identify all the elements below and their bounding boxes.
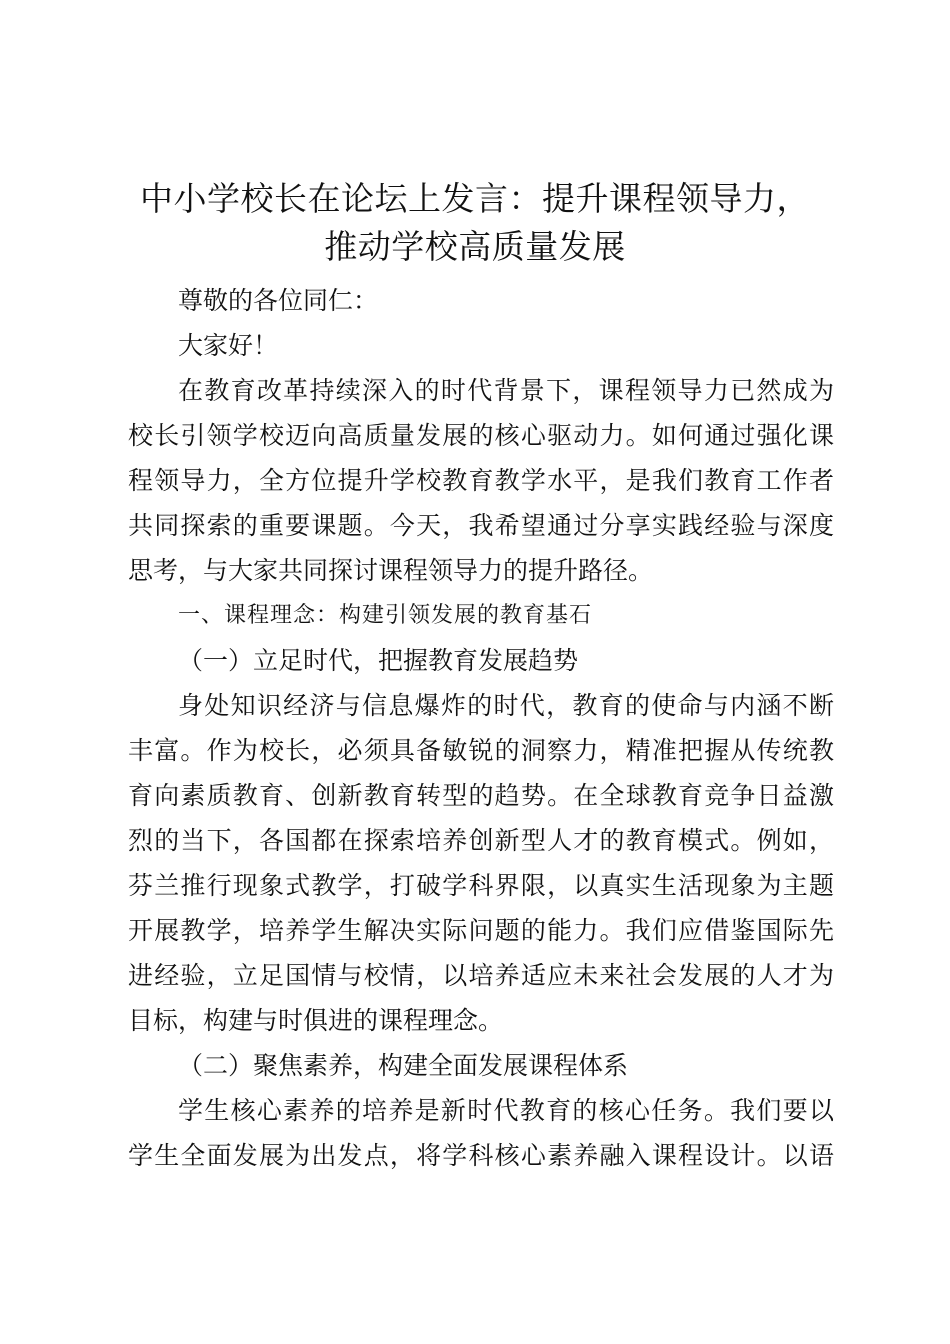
paragraph-line: 校长引领学校迈向高质量发展的核心驱动力。如何通过强化课 bbox=[128, 421, 834, 450]
paragraph-line: 程领导力，全方位提升学校教育教学水平，是我们教育工作者 bbox=[128, 466, 834, 495]
paragraph-line: 在教育改革持续深入的时代背景下，课程领导力已然成为 bbox=[178, 376, 834, 405]
title-line-1: 中小学校长在论坛上发言：提升课程领导力， bbox=[140, 179, 810, 218]
paragraph-line: 目标，构建与时俱进的课程理念。 bbox=[128, 1006, 504, 1035]
paragraph-line: 育向素质教育、创新教育转型的趋势。在全球教育竞争日益激 bbox=[128, 781, 834, 810]
document-title bbox=[100, 175, 850, 271]
paragraph-line: 共同探索的重要课题。今天，我希望通过分享实践经验与深度 bbox=[128, 511, 834, 540]
subsection-heading: （二）聚焦素养，构建全面发展课程体系 bbox=[178, 1051, 629, 1080]
section-paragraph bbox=[128, 683, 834, 1043]
paragraph-line: 开展教学，培养学生解决实际问题的能力。我们应借鉴国际先 bbox=[128, 916, 834, 945]
paragraph-line: 思考，与大家共同探讨课程领导力的提升路径。 bbox=[128, 556, 654, 585]
paragraph-line: 丰富。作为校长，必须具备敏锐的洞察力，精准把握从传统教 bbox=[128, 736, 834, 765]
paragraph-line: 学生核心素养的培养是新时代教育的核心任务。我们要以 bbox=[178, 1096, 834, 1125]
intro-paragraph bbox=[128, 368, 834, 593]
paragraph-line: 烈的当下，各国都在探索培养创新型人才的教育模式。例如， bbox=[128, 826, 834, 855]
paragraph-line: 身处知识经济与信息爆炸的时代，教育的使命与内涵不断 bbox=[178, 691, 834, 720]
title-line-2: 推动学校高质量发展 bbox=[324, 227, 626, 266]
document-body bbox=[128, 278, 834, 1178]
paragraph-line: 进经验，立足国情与校情，以培养适应未来社会发展的人才为 bbox=[128, 961, 834, 990]
paragraph-line: 学生全面发展为出发点，将学科核心素养融入课程设计。以语 bbox=[128, 1141, 834, 1170]
subsection-heading: （一）立足时代，把握教育发展趋势 bbox=[178, 646, 579, 675]
salutation: 尊敬的各位同仁： bbox=[178, 286, 379, 315]
greeting: 大家好！ bbox=[178, 331, 279, 360]
paragraph-line: 芬兰推行现象式教学，打破学科界限，以真实生活现象为主题 bbox=[128, 871, 834, 900]
section-heading: 一、课程理念：构建引领发展的教育基石 bbox=[178, 603, 593, 628]
section-paragraph bbox=[128, 1088, 834, 1178]
